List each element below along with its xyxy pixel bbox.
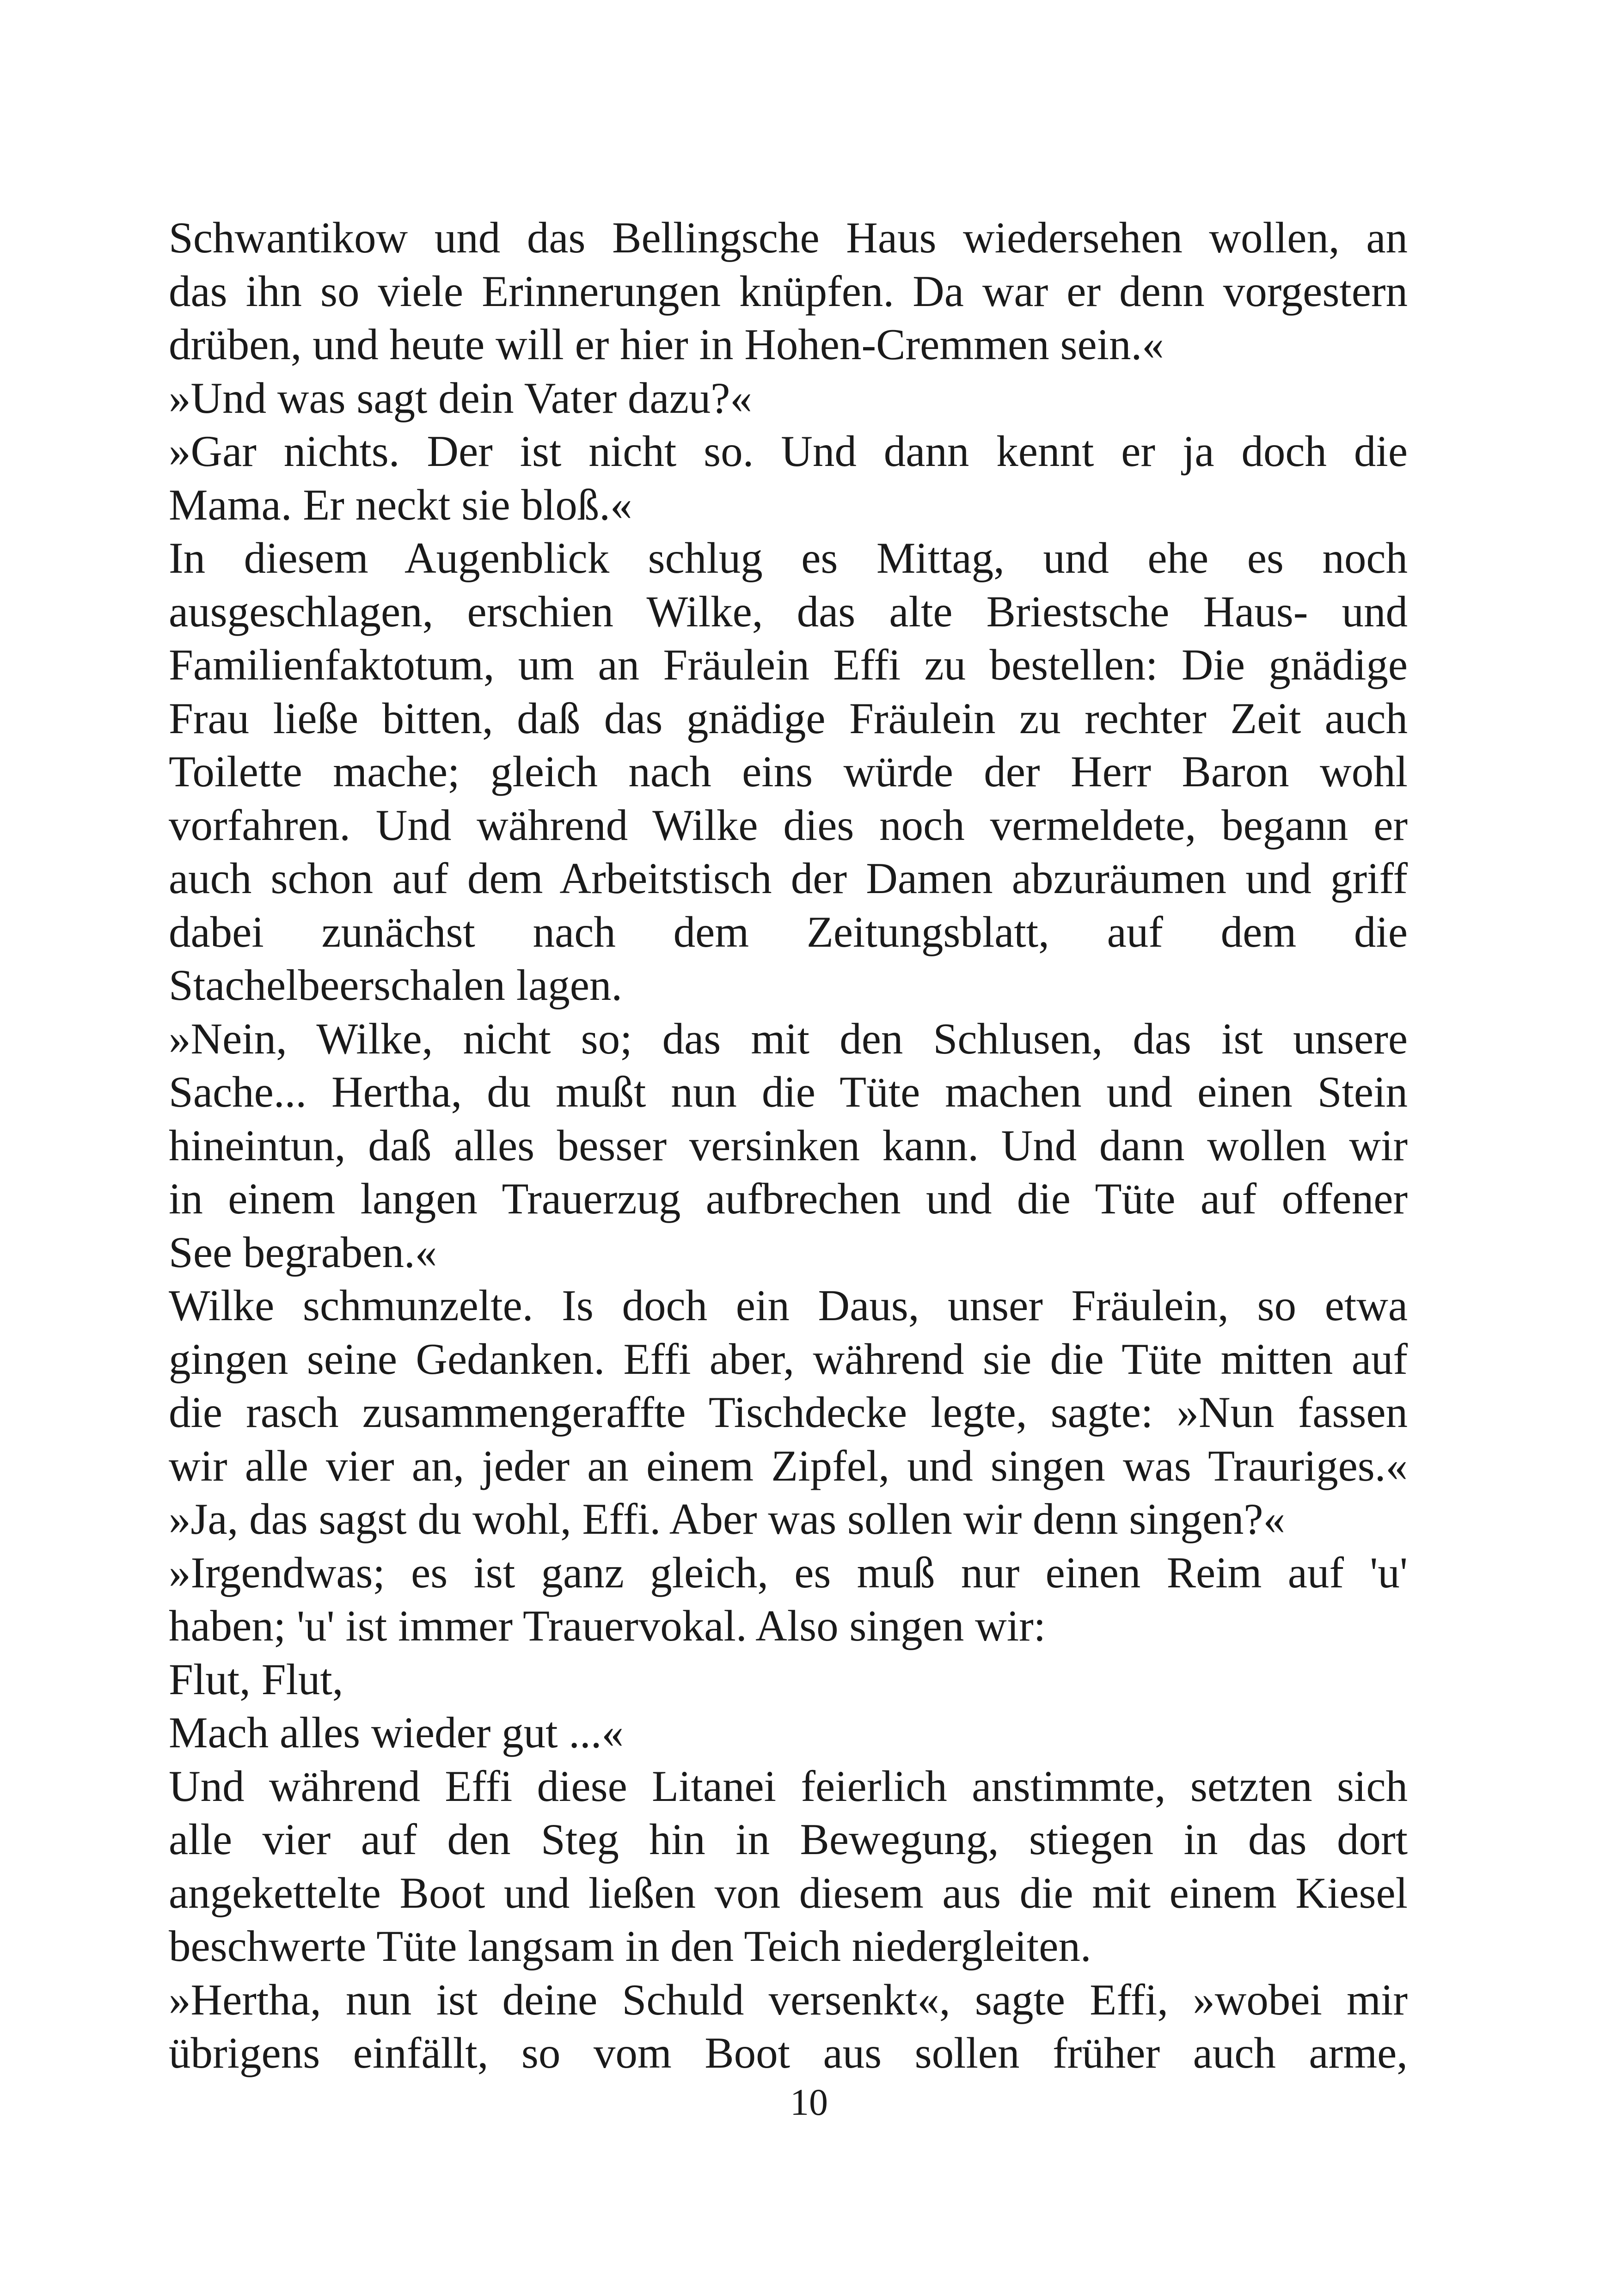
text-line: übrigens einfällt, so vom Boot aus sollen früher auch arme, (169, 2028, 1408, 2077)
text-line: Toilette mache; gleich nach eins würde der Herr Baron wohl (169, 747, 1408, 796)
text-line: gingen seine Gedanken. Effi aber, während sie die Tüte mitten auf (169, 1334, 1408, 1384)
text-line: »Gar nichts. Der ist nicht so. Und dann kennt er ja doch die (169, 427, 1408, 476)
text-line: Flut, Flut, (169, 1654, 343, 1704)
text-line: haben; 'u' ist immer Trauervokal. Also singen wir: (169, 1601, 1046, 1650)
page-number: 10 (790, 2081, 828, 2123)
text-line: drüben, und heute will er hier in Hohen-Cremmen sein.« (169, 320, 1164, 369)
text-line: angekettelte Boot und ließen von diesem aus die mit einem Kiesel (169, 1868, 1408, 1917)
text-line: Schwantikow und das Bellingsche Haus wiedersehen wollen, an (169, 213, 1408, 262)
text-line: auch schon auf dem Arbeitstisch der Damen abzuräumen und griff (169, 854, 1408, 903)
text-line: das ihn so viele Erinnerungen knüpfen. Da war er denn vorgestern (169, 266, 1408, 316)
text-line: »Und was sagt dein Vater dazu?« (169, 373, 752, 422)
text-line: Frau ließe bitten, daß das gnädige Fräulein zu rechter Zeit auch (169, 693, 1408, 743)
body-text (169, 211, 1408, 2080)
text-line: Stachelbeerschalen lagen. (169, 961, 623, 1010)
text-line: die rasch zusammengeraffte Tischdecke legte, sagte: »Nun fassen (169, 1388, 1408, 1437)
text-line: Wilke schmunzelte. Is doch ein Daus, unser Fräulein, so etwa (169, 1281, 1408, 1330)
text-line: ausgeschlagen, erschien Wilke, das alte Briestsche Haus- und (169, 587, 1408, 636)
text-line: Und während Effi diese Litanei feierlich anstimmte, setzten sich (169, 1761, 1408, 1811)
text-line: hineintun, daß alles besser versinken kann. Und dann wollen wir (169, 1120, 1408, 1170)
text-line: beschwerte Tüte langsam in den Teich niedergleiten. (169, 1922, 1091, 1971)
text-line: See begraben.« (169, 1227, 437, 1277)
text-line: Familienfaktotum, um an Fräulein Effi zu bestellen: Die gnädige (169, 640, 1408, 689)
text-line: »Nein, Wilke, nicht so; das mit den Schlusen, das ist unsere (169, 1014, 1408, 1063)
text-line: in einem langen Trauerzug aufbrechen und die Tüte auf offener (169, 1174, 1408, 1223)
text-line: »Ja, das sagst du wohl, Effi. Aber was sollen wir denn singen?« (169, 1494, 1286, 1543)
text-line: In diesem Augenblick schlug es Mittag, und ehe es noch (169, 533, 1408, 582)
text-line: Mama. Er neckt sie bloß.« (169, 480, 632, 529)
text-line: »Hertha, nun ist deine Schuld versenkt«, sagte Effi, »wobei mir (169, 1975, 1408, 2024)
text-line: Mach alles wieder gut ...« (169, 1708, 624, 1757)
text-line: dabei zunächst nach dem Zeitungsblatt, auf dem die (169, 907, 1408, 956)
text-line: alle vier auf den Steg hin in Bewegung, stiegen in das dort (169, 1815, 1408, 1864)
text-line: Sache... Hertha, du mußt nun die Tüte machen und einen Stein (169, 1067, 1408, 1116)
text-line: vorfahren. Und während Wilke dies noch vermeldete, begann er (169, 800, 1408, 850)
text-line: »Irgendwas; es ist ganz gleich, es muß nur einen Reim auf 'u' (169, 1548, 1408, 1597)
text-line: wir alle vier an, jeder an einem Zipfel, und singen was Trauriges.« (169, 1441, 1408, 1490)
